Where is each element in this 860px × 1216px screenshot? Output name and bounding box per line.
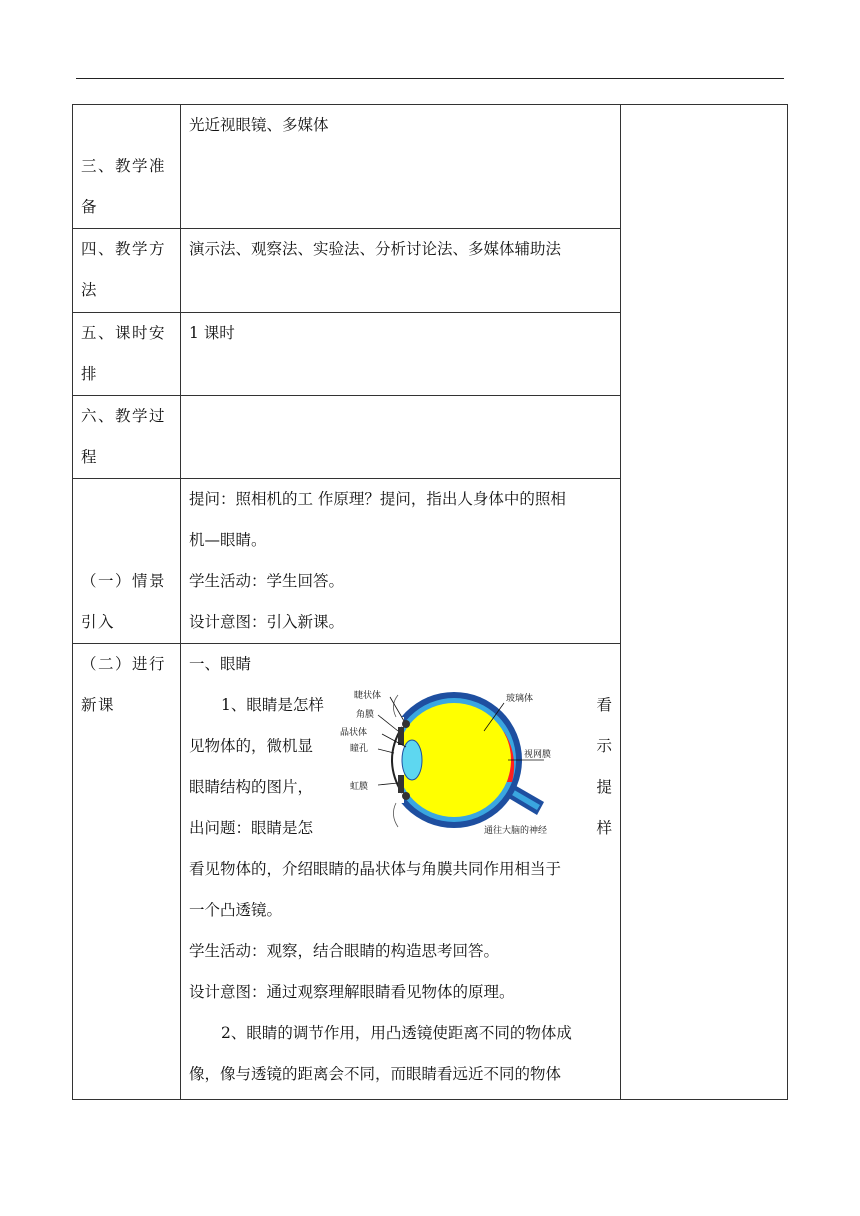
- row-label-line: 排: [81, 365, 99, 383]
- label-nerve: 通往大脑的神经: [484, 826, 548, 836]
- content-line: 提问：照相机的工 作原理？提问，指出人身体中的照相: [189, 490, 566, 508]
- ciliary-bottom: [402, 792, 410, 800]
- content-line: 一个凸透镜。: [189, 901, 283, 919]
- notes-column: [621, 105, 788, 1100]
- ciliary-top: [402, 720, 410, 728]
- header-rule: [76, 78, 784, 79]
- row-label-line: 备: [81, 198, 99, 216]
- content-line: 像，像与透镜的距离会不同，而眼睛看远近不同的物体: [189, 1065, 562, 1083]
- row-label-line: 法: [81, 281, 99, 299]
- label-ciliary: 睫状体: [354, 691, 382, 701]
- wrapped-text-right: [588, 685, 612, 849]
- content-line: 演示法、观察法、实验法、分析讨论法、多媒体辅助法: [189, 240, 562, 258]
- content-line: 学生活动：学生回答。: [189, 572, 345, 590]
- row-label: [73, 105, 181, 229]
- row-label: [73, 644, 181, 1100]
- content-line: 设计意图：通过观察理解眼睛看见物体的原理。: [189, 983, 515, 1001]
- row-content: [181, 105, 621, 229]
- content-line: 看见物体的，介绍眼睛的晶状体与角膜共同作用相当于: [189, 860, 562, 878]
- content-char: 样: [596, 819, 612, 837]
- muscle-line-bottom: [393, 803, 398, 827]
- label-retina: 视网膜: [524, 750, 552, 760]
- row-label-line: 六、教学过: [81, 407, 167, 425]
- row-label: [73, 229, 181, 313]
- content-line: 见物体的，微机显: [189, 737, 314, 755]
- row-label-line: 程: [81, 448, 99, 466]
- content-line: 出问题：眼睛是怎: [189, 819, 314, 837]
- row-label-line: 三、教学准: [81, 157, 167, 175]
- table-row-preparation: [73, 105, 788, 229]
- label-iris: 虹膜: [350, 782, 369, 792]
- label-cornea: 角膜: [356, 710, 375, 720]
- content-line: 设计意图：引入新课。: [189, 613, 345, 631]
- row-label: [73, 313, 181, 396]
- row-label-line: 新课: [81, 696, 116, 714]
- row-label-line: （一）情景: [81, 572, 167, 590]
- content-char: 示: [596, 737, 612, 755]
- muscle-line-top: [393, 695, 398, 717]
- content-char: 提: [596, 778, 612, 796]
- row-content: [181, 479, 621, 644]
- row-content: [181, 313, 621, 396]
- row-label-line: （二）进行: [81, 655, 167, 673]
- row-label: [73, 479, 181, 644]
- row-content: [181, 644, 621, 1100]
- content-line: 1 课时: [189, 324, 235, 342]
- content-line: 光近视眼镜、多媒体: [189, 116, 329, 134]
- row-label: [73, 396, 181, 479]
- content-line: 1、眼睛是怎样: [221, 696, 324, 714]
- iris-top: [398, 727, 404, 745]
- eye-figure-block: [189, 685, 612, 849]
- content-line: 眼睛结构的图片，: [189, 778, 314, 796]
- content-line: 学生活动：观察，结合眼睛的构造思考回答。: [189, 942, 500, 960]
- row-label-line: 引入: [81, 613, 116, 631]
- lens-shape: [402, 740, 422, 780]
- content-line: 2、眼睛的调节作用，用凸透镜使距离不同的物体成: [221, 1024, 572, 1042]
- iris-bottom: [398, 775, 404, 793]
- label-lens: 晶状体: [340, 728, 368, 738]
- lesson-plan-table: [72, 104, 788, 1100]
- content-line: 机—眼睛。: [189, 531, 267, 549]
- eye-structure-diagram: [340, 687, 569, 837]
- label-pupil: 瞳孔: [350, 744, 369, 754]
- label-vitreous: 玻璃体: [506, 694, 534, 704]
- section-heading: 一、眼睛: [189, 655, 252, 673]
- wrapped-text-left: [189, 685, 339, 849]
- content-char: 看: [596, 696, 612, 714]
- row-label-line: 四、教学方: [81, 240, 167, 258]
- row-content: [181, 396, 621, 479]
- row-content: [181, 229, 621, 313]
- row-label-line: 五、课时安: [81, 324, 167, 342]
